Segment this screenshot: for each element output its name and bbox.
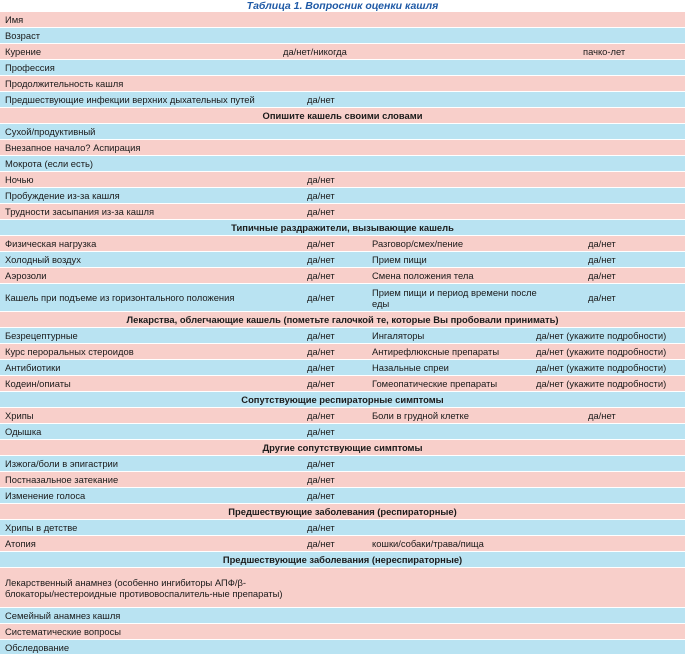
secondary-answer: да/нет — [588, 270, 616, 281]
answer-options: да/нет — [307, 238, 335, 249]
table-row — [0, 328, 685, 344]
table-row — [0, 608, 685, 624]
answer-options: да/нет — [307, 538, 335, 549]
section-title: Сопутствующие респираторные симптомы — [241, 394, 444, 405]
row-label: Сухой/продуктивный — [5, 126, 96, 137]
table-row — [0, 236, 685, 252]
cough-questionnaire-table — [0, 12, 685, 655]
secondary-label: Разговор/смех/пение — [372, 238, 464, 249]
secondary-label: Антирефлюксные препараты — [372, 346, 500, 357]
answer-options: да/нет — [307, 458, 335, 469]
row-label: Кашель при подъеме из горизонтального положения — [5, 292, 235, 303]
row-label: Имя — [5, 14, 24, 25]
answer-options: да/нет — [307, 254, 335, 265]
table-row — [0, 12, 685, 28]
table-row — [0, 124, 685, 140]
pack-years-label: пачко-лет — [583, 46, 626, 57]
table-row — [0, 156, 685, 172]
row-label: Предшествующие инфекции верхних дыхательных путей — [5, 94, 255, 105]
secondary-label: Прием пищи и период времени после еды — [372, 286, 537, 309]
row-label: Безрецептурные — [5, 330, 78, 341]
section-header-row — [0, 220, 685, 236]
table-row — [0, 252, 685, 268]
table-row — [0, 204, 685, 220]
answer-options: да/нет — [307, 490, 335, 501]
secondary-answer: да/нет — [588, 410, 616, 421]
row-label: Лекарственный анамнез (особенно ингибиторы АПФ/β-блокаторы/нестероидные противовоспалитель-ные препараты) — [5, 576, 283, 599]
row-label: Постназальное затекание — [5, 474, 119, 485]
row-label: Антибиотики — [5, 362, 61, 373]
answer-options: да/нет/никогда — [283, 46, 347, 57]
table-row — [0, 360, 685, 376]
row-label: Продолжительность кашля — [5, 78, 124, 89]
answer-options: да/нет — [307, 522, 335, 533]
table-row — [0, 60, 685, 76]
table-row — [0, 188, 685, 204]
secondary-answer: да/нет — [588, 238, 616, 249]
answer-options: да/нет — [307, 378, 335, 389]
table-row — [0, 488, 685, 504]
secondary-answer: да/нет (укажите подробности) — [536, 346, 667, 357]
table-row — [0, 140, 685, 156]
section-header-row — [0, 440, 685, 456]
table-row — [0, 424, 685, 440]
answer-options: да/нет — [307, 362, 335, 373]
answer-options: да/нет — [307, 174, 335, 185]
table-row — [0, 408, 685, 424]
row-label: Обследование — [5, 641, 70, 653]
row-label: Изменение голоса — [5, 490, 86, 501]
secondary-answer: да/нет — [588, 254, 616, 265]
section-header-row — [0, 312, 685, 328]
table-row — [0, 624, 685, 640]
secondary-label: Назальные спреи — [372, 362, 449, 373]
secondary-answer: да/нет (укажите подробности) — [536, 330, 667, 341]
section-title: Лекарства, облегчающие кашель (пометьте галочкой те, которые Вы пробовали принимать) — [126, 314, 559, 325]
row-label: Курение — [5, 46, 42, 57]
secondary-answer: да/нет — [588, 292, 616, 303]
row-label: Холодный воздух — [5, 254, 81, 265]
table-row — [0, 28, 685, 44]
secondary-label: Смена положения тела — [372, 270, 474, 281]
section-header-row — [0, 108, 685, 124]
section-title: Опишите кашель своими словами — [262, 110, 423, 121]
table-row — [0, 44, 685, 60]
row-label: Мокрота (если есть) — [5, 158, 93, 169]
answer-options: да/нет — [307, 346, 335, 357]
row-label: Одышка — [5, 426, 42, 437]
table-title: Таблица 1. Вопросник оценки кашля — [246, 0, 439, 12]
table-row — [0, 76, 685, 92]
row-label: Профессия — [5, 62, 55, 73]
answer-options: да/нет — [307, 206, 335, 217]
table-row — [0, 640, 685, 655]
answer-options: да/нет — [307, 426, 335, 437]
table-row — [0, 536, 685, 552]
table-row — [0, 376, 685, 392]
secondary-label: Прием пищи — [372, 254, 427, 265]
section-header-row — [0, 504, 685, 520]
row-label: Семейный анамнез кашля — [5, 610, 121, 621]
answer-options: да/нет — [307, 474, 335, 485]
row-label: Курс пероральных стероидов — [5, 346, 134, 357]
section-title: Предшествующие заболевания (нереспираторные) — [222, 554, 463, 565]
table-row — [0, 456, 685, 472]
section-header-row — [0, 552, 685, 568]
table-row — [0, 472, 685, 488]
secondary-answer: да/нет (укажите подробности) — [536, 378, 667, 389]
row-label: Кодеин/опиаты — [5, 378, 71, 389]
secondary-label: Ингаляторы — [372, 330, 425, 341]
row-label: Изжога/боли в эпигастрии — [5, 458, 119, 469]
section-title: Предшествующие заболевания (респираторные) — [228, 506, 457, 517]
answer-options: да/нет — [307, 94, 335, 105]
table-row — [0, 344, 685, 360]
secondary-label: Боли в грудной клетке — [372, 410, 469, 421]
section-header-row — [0, 392, 685, 408]
table-row — [0, 284, 685, 312]
answer-options: да/нет — [307, 330, 335, 341]
row-label: Трудности засыпания из-за кашля — [5, 206, 155, 217]
section-title: Другие сопутствующие симптомы — [262, 442, 423, 453]
section-title: Типичные раздражители, вызывающие кашель — [231, 222, 454, 233]
row-label: Хрипы — [5, 410, 34, 421]
table-row — [0, 520, 685, 536]
secondary-label: Гомеопатические препараты — [372, 378, 498, 389]
row-label: Физическая нагрузка — [5, 238, 97, 249]
row-label: Пробуждение из-за кашля — [5, 190, 120, 201]
row-label: Атопия — [5, 538, 36, 549]
row-label: Возраст — [5, 30, 41, 41]
row-label: Ночью — [5, 174, 34, 185]
table-row — [0, 92, 685, 108]
secondary-label: кошки/собаки/трава/пища — [372, 538, 484, 549]
row-label: Хрипы в детстве — [5, 522, 78, 533]
table-row — [0, 268, 685, 284]
row-label: Систематические вопросы — [5, 626, 122, 637]
row-label: Аэрозоли — [5, 270, 47, 281]
table-row — [0, 568, 685, 608]
secondary-answer: да/нет (укажите подробности) — [536, 362, 667, 373]
answer-options: да/нет — [307, 190, 335, 201]
answer-options: да/нет — [307, 410, 335, 421]
answer-options: да/нет — [307, 292, 335, 303]
row-label: Внезапное начало? Аспирация — [5, 142, 141, 153]
answer-options: да/нет — [307, 270, 335, 281]
table-row — [0, 172, 685, 188]
